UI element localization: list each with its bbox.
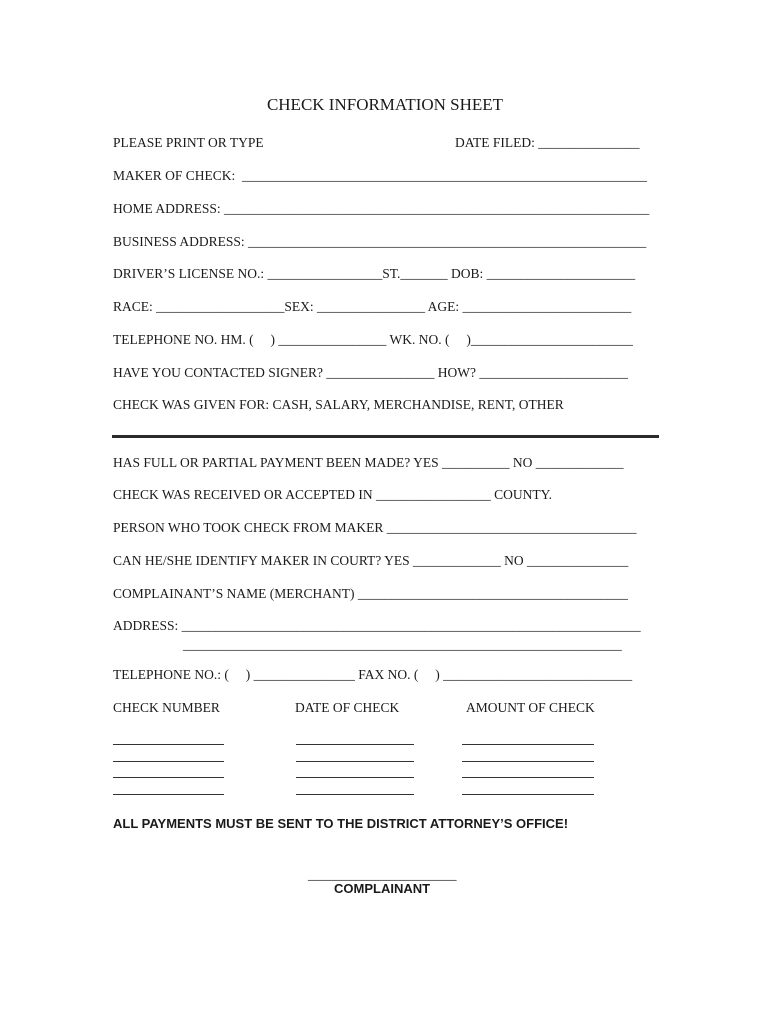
telephone-field[interactable]: TELEPHONE NO. HM. ( ) ________________ WK. NO. ( )________________________ [113,332,633,347]
payment-made-field[interactable]: HAS FULL OR PARTIAL PAYMENT BEEN MADE? YES __________ NO _____________ [113,455,624,470]
signature-line[interactable]: ______________________ [308,867,457,882]
complainant-name-field[interactable]: COMPLAINANT’S NAME (MERCHANT) ________________________________________ [113,586,628,601]
address-field-line1[interactable]: ADDRESS: ____________________________________________________________________ [113,618,641,633]
print-or-type-note: PLEASE PRINT OR TYPE [113,135,264,150]
telephone-fax-field[interactable]: TELEPHONE NO.: ( ) _______________ FAX NO. ( ) ____________________________ [113,667,633,682]
check-number-blank[interactable] [113,794,224,795]
date-of-check-blank[interactable] [296,794,414,795]
check-number-header: CHECK NUMBER [113,700,220,715]
date-filed-field[interactable]: DATE FILED: _______________ [455,135,640,150]
person-who-took-check-field[interactable]: PERSON WHO TOOK CHECK FROM MAKER _____________________________________ [113,520,637,535]
contacted-signer-field[interactable]: HAVE YOU CONTACTED SIGNER? ________________ HOW? ______________________ [113,365,628,380]
amount-of-check-blank[interactable] [462,777,594,778]
check-number-blank[interactable] [113,777,224,778]
complainant-signature-label: COMPLAINANT [334,881,431,896]
race-sex-age-field[interactable]: RACE: ___________________SEX: ________________ AGE: _________________________ [113,299,632,314]
check-given-for-options: CHECK WAS GIVEN FOR: CASH, SALARY, MERCHANDISE, RENT, OTHER [113,397,564,412]
document-title: CHECK INFORMATION SHEET [266,95,504,114]
check-number-blank[interactable] [113,744,224,745]
date-of-check-blank[interactable] [296,777,414,778]
date-of-check-header: DATE OF CHECK [295,700,400,715]
address-field-line2[interactable]: _________________________________________________________________ [183,637,622,652]
identify-maker-field[interactable]: CAN HE/SHE IDENTIFY MAKER IN COURT? YES _____________ NO _______________ [113,553,629,568]
maker-of-check-field[interactable]: MAKER OF CHECK: ____________________________________________________________ [113,168,648,183]
amount-of-check-blank[interactable] [462,744,594,745]
check-number-blank[interactable] [113,761,224,762]
drivers-license-field[interactable]: DRIVER’S LICENSE NO.: _________________ST._______ DOB: ______________________ [113,266,636,281]
section-divider [112,435,659,438]
amount-of-check-header: AMOUNT OF CHECK [466,700,595,715]
date-of-check-blank[interactable] [296,761,414,762]
date-of-check-blank[interactable] [296,744,414,745]
payment-notice: ALL PAYMENTS MUST BE SENT TO THE DISTRICT ATTORNEY’S OFFICE! [113,816,569,831]
business-address-field[interactable]: BUSINESS ADDRESS: ___________________________________________________________ [113,234,647,249]
received-county-field[interactable]: CHECK WAS RECEIVED OR ACCEPTED IN _________________ COUNTY. [113,487,553,502]
home-address-field[interactable]: HOME ADDRESS: _______________________________________________________________ [113,201,650,216]
amount-of-check-blank[interactable] [462,761,594,762]
amount-of-check-blank[interactable] [462,794,594,795]
